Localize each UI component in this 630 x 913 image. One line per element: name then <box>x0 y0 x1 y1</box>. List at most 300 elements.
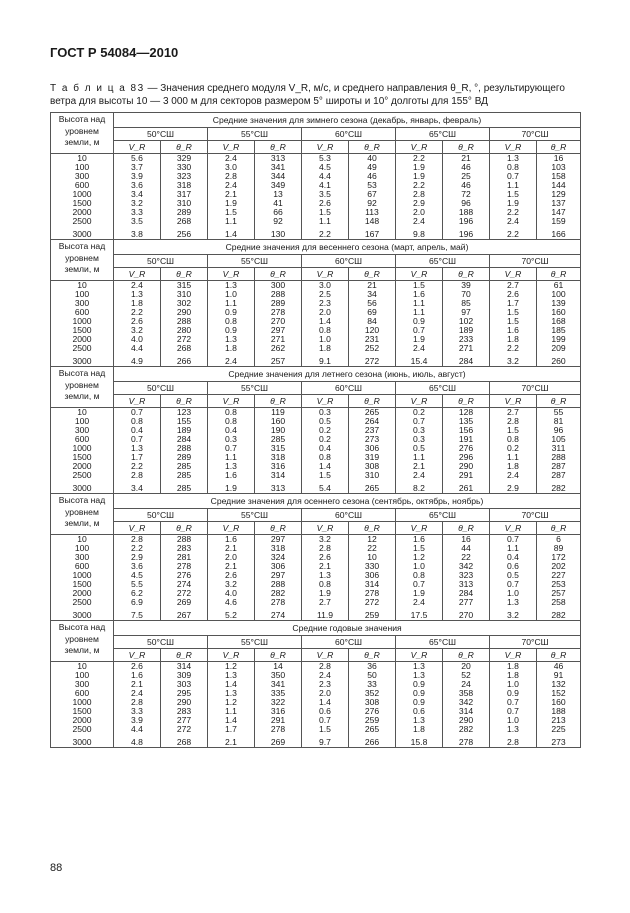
speed-symbol: V_R <box>396 649 443 662</box>
table-caption <box>50 82 580 108</box>
value-cell: 329 <box>161 154 208 164</box>
value-cell: 135 <box>443 417 490 426</box>
speed-symbol: V_R <box>302 141 349 154</box>
value-cell: 278 <box>443 734 490 748</box>
value-cell: 268 <box>161 344 208 353</box>
table-row <box>51 226 581 240</box>
value-cell: 0.8 <box>490 163 537 172</box>
value-cell: 1.3 <box>490 725 537 734</box>
value-cell: 1.8 <box>208 344 255 353</box>
value-cell: 262 <box>255 344 302 353</box>
value-cell: 156 <box>443 426 490 435</box>
value-cell: 313 <box>443 580 490 589</box>
value-cell: 3.2 <box>114 326 161 335</box>
value-cell: 257 <box>255 353 302 367</box>
value-cell: 258 <box>537 598 581 607</box>
value-cell: 283 <box>161 707 208 716</box>
value-cell: 2.2 <box>396 181 443 190</box>
value-cell: 4.4 <box>114 344 161 353</box>
value-cell: 0.4 <box>490 553 537 562</box>
value-cell: 1.7 <box>208 725 255 734</box>
value-cell: 2.2 <box>114 544 161 553</box>
value-cell: 282 <box>537 607 581 621</box>
direction-symbol: θ_R <box>443 268 490 281</box>
value-cell: 289 <box>161 453 208 462</box>
value-cell: 2.0 <box>302 308 349 317</box>
value-cell: 172 <box>537 553 581 562</box>
value-cell: 0.7 <box>396 326 443 335</box>
value-cell: 3.2 <box>208 580 255 589</box>
value-cell: 11.9 <box>302 607 349 621</box>
value-cell: 72 <box>443 190 490 199</box>
value-cell: 67 <box>349 190 396 199</box>
value-cell: 6.2 <box>114 589 161 598</box>
altitude-cell: 2500 <box>51 725 114 734</box>
value-cell: 36 <box>349 662 396 672</box>
altitude-cell: 300 <box>51 553 114 562</box>
value-cell: 168 <box>537 317 581 326</box>
value-cell: 264 <box>349 417 396 426</box>
value-cell: 2.8 <box>114 535 161 545</box>
value-cell: 308 <box>349 698 396 707</box>
value-cell: 270 <box>255 317 302 326</box>
speed-symbol: V_R <box>114 268 161 281</box>
value-cell: 4.1 <box>302 181 349 190</box>
latitude-row <box>51 636 581 649</box>
value-cell: 1.1 <box>490 544 537 553</box>
value-cell: 0.5 <box>302 417 349 426</box>
value-cell: 274 <box>255 607 302 621</box>
table-row <box>51 698 581 707</box>
value-cell: 297 <box>255 571 302 580</box>
value-cell: 49 <box>349 163 396 172</box>
value-cell: 33 <box>349 680 396 689</box>
value-cell: 0.9 <box>396 680 443 689</box>
altitude-cell: 600 <box>51 562 114 571</box>
value-cell: 0.7 <box>490 580 537 589</box>
direction-symbol: θ_R <box>161 395 208 408</box>
value-cell: 196 <box>443 217 490 226</box>
section-title-row <box>51 494 581 509</box>
value-cell: 1.0 <box>302 335 349 344</box>
value-cell: 2.4 <box>490 471 537 480</box>
value-cell: 1.6 <box>208 471 255 480</box>
direction-symbol: θ_R <box>349 268 396 281</box>
direction-symbol: θ_R <box>537 141 581 154</box>
value-cell: 20 <box>443 662 490 672</box>
value-cell: 277 <box>443 598 490 607</box>
value-cell: 280 <box>161 326 208 335</box>
value-cell: 66 <box>255 208 302 217</box>
value-cell: 2.3 <box>302 680 349 689</box>
value-cell: 2.8 <box>302 544 349 553</box>
value-cell: 0.3 <box>208 435 255 444</box>
altitude-cell: 600 <box>51 308 114 317</box>
value-cell: 284 <box>443 589 490 598</box>
value-cell: 323 <box>443 571 490 580</box>
value-cell: 288 <box>537 453 581 462</box>
value-cell: 285 <box>161 471 208 480</box>
value-cell: 1.3 <box>490 154 537 164</box>
value-cell: 0.8 <box>396 571 443 580</box>
table-row <box>51 199 581 208</box>
value-cell: 0.3 <box>396 426 443 435</box>
latitude-header: 65°СШ <box>396 636 490 649</box>
value-cell: 290 <box>443 462 490 471</box>
speed-symbol: V_R <box>490 649 537 662</box>
value-cell: 319 <box>349 453 396 462</box>
altitude-cell: 3000 <box>51 734 114 748</box>
value-cell: 24 <box>443 680 490 689</box>
value-cell: 0.8 <box>490 435 537 444</box>
value-cell: 0.7 <box>490 172 537 181</box>
direction-symbol: θ_R <box>349 141 396 154</box>
value-cell: 132 <box>537 680 581 689</box>
value-cell: 1.1 <box>396 299 443 308</box>
value-cell: 190 <box>255 426 302 435</box>
value-cell: 22 <box>349 544 396 553</box>
document-header: ГОСТ Р 54084—2010 <box>50 45 179 60</box>
direction-symbol: θ_R <box>537 395 581 408</box>
value-cell: 0.8 <box>114 417 161 426</box>
value-cell: 284 <box>161 435 208 444</box>
latitude-header: 60°СШ <box>302 636 396 649</box>
value-cell: 1.8 <box>114 299 161 308</box>
value-cell: 0.2 <box>396 408 443 418</box>
table-row <box>51 435 581 444</box>
table-row <box>51 326 581 335</box>
value-cell: 268 <box>161 734 208 748</box>
value-cell: 1.0 <box>490 716 537 725</box>
value-cell: 0.7 <box>114 435 161 444</box>
speed-symbol: V_R <box>490 522 537 535</box>
altitude-cell: 300 <box>51 172 114 181</box>
direction-symbol: θ_R <box>255 649 302 662</box>
table-row <box>51 308 581 317</box>
symbol-row <box>51 268 581 281</box>
altitude-cell: 1000 <box>51 571 114 580</box>
value-cell: 265 <box>349 480 396 494</box>
value-cell: 290 <box>443 716 490 725</box>
direction-symbol: θ_R <box>537 649 581 662</box>
value-cell: 341 <box>255 163 302 172</box>
value-cell: 237 <box>349 426 396 435</box>
value-cell: 2.7 <box>490 281 537 291</box>
latitude-header: 60°СШ <box>302 255 396 268</box>
value-cell: 53 <box>349 181 396 190</box>
table-row <box>51 344 581 353</box>
value-cell: 17.5 <box>396 607 443 621</box>
section-title: Средние значения для зимнего сезона (декабрь, январь, февраль) <box>114 113 581 128</box>
latitude-header: 60°СШ <box>302 128 396 141</box>
value-cell: 316 <box>255 462 302 471</box>
value-cell: 1.3 <box>208 281 255 291</box>
table-row <box>51 734 581 748</box>
value-cell: 185 <box>537 326 581 335</box>
value-cell: 2.6 <box>114 317 161 326</box>
value-cell: 1.9 <box>396 589 443 598</box>
latitude-header: 55°СШ <box>208 128 302 141</box>
value-cell: 0.9 <box>490 689 537 698</box>
value-cell: 3.2 <box>302 535 349 545</box>
value-cell: 2.7 <box>302 598 349 607</box>
value-cell: 1.5 <box>490 308 537 317</box>
value-cell: 160 <box>537 308 581 317</box>
value-cell: 278 <box>255 308 302 317</box>
altitude-cell: 1500 <box>51 580 114 589</box>
value-cell: 288 <box>161 444 208 453</box>
value-cell: 285 <box>161 462 208 471</box>
latitude-header: 70°СШ <box>490 255 581 268</box>
value-cell: 46 <box>443 181 490 190</box>
value-cell: 272 <box>349 353 396 367</box>
value-cell: 270 <box>443 607 490 621</box>
value-cell: 3.7 <box>114 163 161 172</box>
latitude-header: 55°СШ <box>208 636 302 649</box>
altitude-cell: 3000 <box>51 480 114 494</box>
value-cell: 137 <box>537 199 581 208</box>
value-cell: 130 <box>255 226 302 240</box>
value-cell: 2.4 <box>302 671 349 680</box>
value-cell: 2.8 <box>208 172 255 181</box>
value-cell: 97 <box>443 308 490 317</box>
altitude-cell: 10 <box>51 662 114 672</box>
table-row <box>51 607 581 621</box>
value-cell: 1.9 <box>208 480 255 494</box>
value-cell: 259 <box>349 716 396 725</box>
section-title-row <box>51 621 581 636</box>
value-cell: 335 <box>255 689 302 698</box>
value-cell: 3.3 <box>114 208 161 217</box>
table-row <box>51 553 581 562</box>
value-cell: 2.0 <box>396 208 443 217</box>
value-cell: 50 <box>349 671 396 680</box>
speed-symbol: V_R <box>208 395 255 408</box>
speed-symbol: V_R <box>302 395 349 408</box>
latitude-header: 50°СШ <box>114 255 208 268</box>
value-cell: 295 <box>161 689 208 698</box>
value-cell: 148 <box>349 217 396 226</box>
speed-symbol: V_R <box>396 268 443 281</box>
altitude-cell: 2500 <box>51 344 114 353</box>
value-cell: 1.1 <box>208 299 255 308</box>
value-cell: 196 <box>443 226 490 240</box>
value-cell: 311 <box>537 444 581 453</box>
value-cell: 271 <box>255 335 302 344</box>
value-cell: 269 <box>161 598 208 607</box>
value-cell: 0.8 <box>208 317 255 326</box>
value-cell: 278 <box>349 589 396 598</box>
value-cell: 128 <box>443 408 490 418</box>
value-cell: 1.3 <box>396 716 443 725</box>
value-cell: 1.3 <box>114 290 161 299</box>
value-cell: 5.6 <box>114 154 161 164</box>
value-cell: 4.0 <box>208 589 255 598</box>
value-cell: 0.8 <box>208 417 255 426</box>
value-cell: 1.2 <box>208 698 255 707</box>
value-cell: 1.6 <box>396 290 443 299</box>
value-cell: 314 <box>349 580 396 589</box>
value-cell: 2.2 <box>114 462 161 471</box>
value-cell: 1.0 <box>208 290 255 299</box>
value-cell: 91 <box>537 671 581 680</box>
value-cell: 158 <box>537 172 581 181</box>
speed-symbol: V_R <box>490 395 537 408</box>
value-cell: 256 <box>161 226 208 240</box>
value-cell: 1.3 <box>302 571 349 580</box>
value-cell: 5.4 <box>302 480 349 494</box>
value-cell: 159 <box>537 217 581 226</box>
value-cell: 2.4 <box>114 689 161 698</box>
value-cell: 260 <box>537 353 581 367</box>
table-row <box>51 181 581 190</box>
altitude-cell: 100 <box>51 417 114 426</box>
value-cell: 1.4 <box>208 680 255 689</box>
altitude-cell: 2000 <box>51 716 114 725</box>
altitude-cell: 300 <box>51 426 114 435</box>
table-row <box>51 444 581 453</box>
value-cell: 41 <box>255 199 302 208</box>
speed-symbol: V_R <box>114 141 161 154</box>
value-cell: 358 <box>443 689 490 698</box>
value-cell: 342 <box>443 562 490 571</box>
table-row <box>51 453 581 462</box>
value-cell: 283 <box>161 544 208 553</box>
value-cell: 2.4 <box>396 471 443 480</box>
value-cell: 188 <box>443 208 490 217</box>
value-cell: 22 <box>443 553 490 562</box>
altitude-cell: 300 <box>51 299 114 308</box>
latitude-header: 70°СШ <box>490 382 581 395</box>
value-cell: 100 <box>537 290 581 299</box>
value-cell: 1.9 <box>490 199 537 208</box>
value-cell: 352 <box>349 689 396 698</box>
table-row <box>51 163 581 172</box>
latitude-header: 65°СШ <box>396 255 490 268</box>
value-cell: 317 <box>161 190 208 199</box>
value-cell: 1.7 <box>114 453 161 462</box>
value-cell: 6.9 <box>114 598 161 607</box>
value-cell: 2.2 <box>490 208 537 217</box>
symbol-row <box>51 141 581 154</box>
value-cell: 2.4 <box>396 217 443 226</box>
value-cell: 4.9 <box>114 353 161 367</box>
value-cell: 0.8 <box>302 453 349 462</box>
value-cell: 1.5 <box>302 725 349 734</box>
table-row <box>51 471 581 480</box>
value-cell: 272 <box>161 335 208 344</box>
height-column-header: Высота над уровнем земли, м <box>51 113 114 154</box>
value-cell: 285 <box>161 480 208 494</box>
value-cell: 310 <box>349 471 396 480</box>
value-cell: 113 <box>349 208 396 217</box>
latitude-header: 65°СШ <box>396 382 490 395</box>
value-cell: 324 <box>255 553 302 562</box>
value-cell: 139 <box>537 299 581 308</box>
value-cell: 155 <box>161 417 208 426</box>
value-cell: 276 <box>443 444 490 453</box>
altitude-cell: 600 <box>51 181 114 190</box>
latitude-header: 65°СШ <box>396 128 490 141</box>
speed-symbol: V_R <box>490 141 537 154</box>
value-cell: 2.6 <box>302 553 349 562</box>
latitude-row <box>51 382 581 395</box>
altitude-cell: 600 <box>51 689 114 698</box>
value-cell: 3.6 <box>114 181 161 190</box>
value-cell: 4.4 <box>302 172 349 181</box>
value-cell: 1.5 <box>490 190 537 199</box>
table-row <box>51 680 581 689</box>
value-cell: 0.7 <box>396 417 443 426</box>
value-cell: 278 <box>255 598 302 607</box>
value-cell: 1.1 <box>490 453 537 462</box>
value-cell: 160 <box>255 417 302 426</box>
latitude-row <box>51 255 581 268</box>
value-cell: 0.3 <box>396 435 443 444</box>
speed-symbol: V_R <box>396 522 443 535</box>
value-cell: 1.1 <box>396 453 443 462</box>
value-cell: 0.5 <box>396 444 443 453</box>
value-cell: 2.6 <box>208 571 255 580</box>
height-column-header: Высота над уровнем земли, м <box>51 494 114 535</box>
section-title-row <box>51 240 581 255</box>
value-cell: 1.0 <box>490 680 537 689</box>
value-cell: 227 <box>537 571 581 580</box>
value-cell: 273 <box>537 734 581 748</box>
value-cell: 1.1 <box>208 217 255 226</box>
altitude-cell: 1000 <box>51 698 114 707</box>
value-cell: 2.6 <box>114 662 161 672</box>
value-cell: 55 <box>537 408 581 418</box>
value-cell: 287 <box>537 471 581 480</box>
value-cell: 271 <box>443 344 490 353</box>
value-cell: 5.2 <box>208 607 255 621</box>
value-cell: 102 <box>443 317 490 326</box>
value-cell: 2.2 <box>396 154 443 164</box>
value-cell: 21 <box>443 154 490 164</box>
section-title: Средние значения для летнего сезона (июнь, июль, август) <box>114 367 581 382</box>
value-cell: 1.4 <box>208 716 255 725</box>
value-cell: 276 <box>161 571 208 580</box>
direction-symbol: θ_R <box>255 522 302 535</box>
table-row <box>51 544 581 553</box>
value-cell: 189 <box>161 426 208 435</box>
value-cell: 313 <box>255 480 302 494</box>
value-cell: 0.8 <box>302 580 349 589</box>
table-row <box>51 290 581 299</box>
value-cell: 1.1 <box>490 181 537 190</box>
value-cell: 282 <box>537 480 581 494</box>
direction-symbol: θ_R <box>443 522 490 535</box>
value-cell: 89 <box>537 544 581 553</box>
speed-symbol: V_R <box>114 649 161 662</box>
value-cell: 15.8 <box>396 734 443 748</box>
value-cell: 1.0 <box>490 589 537 598</box>
direction-symbol: θ_R <box>255 141 302 154</box>
value-cell: 0.4 <box>208 426 255 435</box>
value-cell: 1.3 <box>396 662 443 672</box>
value-cell: 1.5 <box>302 208 349 217</box>
value-cell: 314 <box>443 707 490 716</box>
value-cell: 310 <box>161 290 208 299</box>
value-cell: 7.5 <box>114 607 161 621</box>
value-cell: 213 <box>537 716 581 725</box>
table-row <box>51 598 581 607</box>
direction-symbol: θ_R <box>537 268 581 281</box>
value-cell: 56 <box>349 299 396 308</box>
value-cell: 3.2 <box>114 199 161 208</box>
value-cell: 302 <box>161 299 208 308</box>
